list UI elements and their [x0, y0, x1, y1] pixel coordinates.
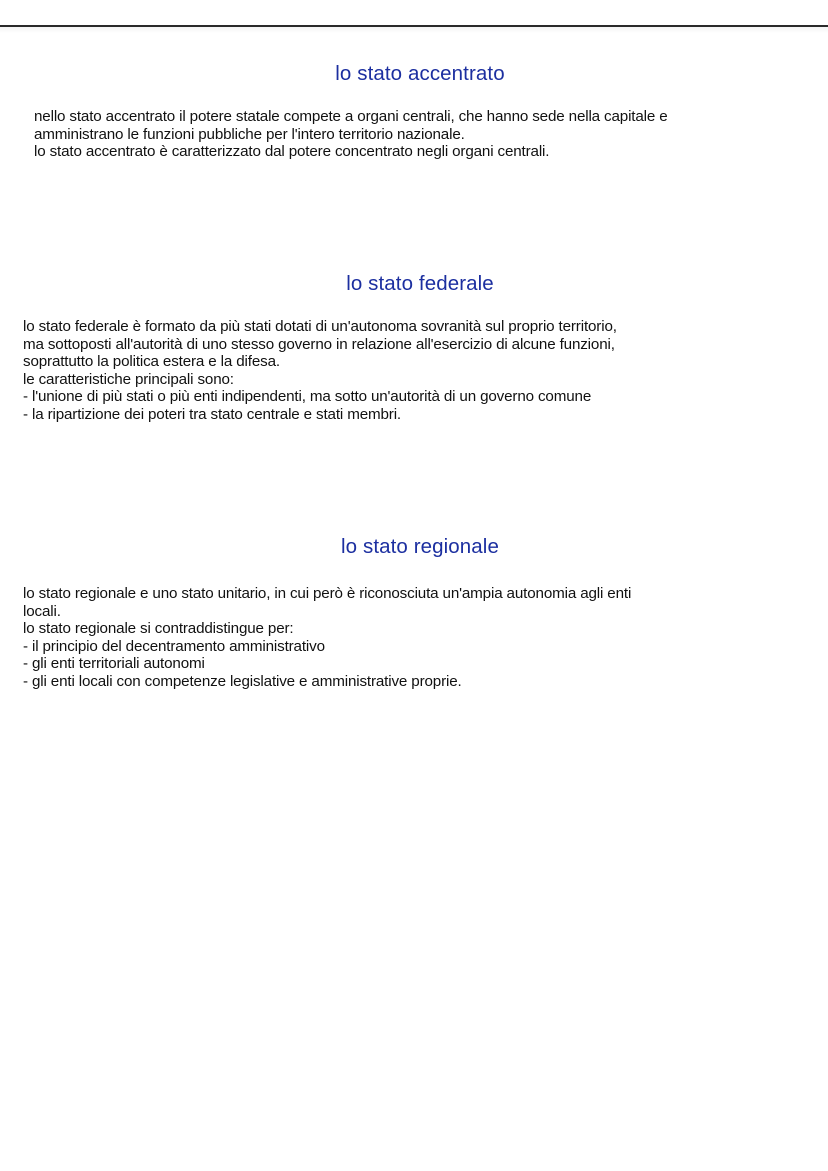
section-title: lo stato federale: [346, 272, 494, 295]
page-edge-shadow: [0, 27, 828, 33]
section-stato-federale: [0, 272, 828, 423]
section-stato-regionale: [0, 535, 828, 690]
body-line: le caratteristiche principali sono:: [23, 370, 234, 388]
body-line: lo stato federale è formato da più stati dotati di un'autonoma sovranità sul proprio territorio,: [23, 318, 617, 335]
bullet-item: - il principio del decentramento amministrativo: [23, 637, 325, 655]
body-line: amministrano le funzioni pubbliche per l'intero territorio nazionale.: [34, 125, 465, 143]
section-body: [0, 585, 828, 690]
body-line: ma sottoposti all'autorità di uno stesso governo in relazione all'esercizio di alcune funzioni,: [23, 335, 615, 353]
body-line: soprattutto la politica estera e la difesa.: [23, 353, 280, 370]
body-line: locali.: [23, 602, 61, 620]
body-line: lo stato regionale e uno stato unitario, in cui però è riconosciuta un'ampia autonomia agli enti: [23, 585, 632, 602]
bullet-item: - la ripartizione dei poteri tra stato centrale e stati membri.: [23, 405, 401, 423]
bullet-item: - l'unione di più stati o più enti indipendenti, ma sotto un'autorità di un governo comune: [23, 388, 592, 405]
section-title: lo stato accentrato: [335, 62, 505, 85]
body-line: lo stato accentrato è caratterizzato dal potere concentrato negli organi centrali.: [34, 143, 550, 160]
bullet-item: - gli enti territoriali autonomi: [23, 655, 205, 672]
section-title: lo stato regionale: [341, 535, 499, 558]
section-body: [0, 318, 828, 423]
body-line: nello stato accentrato il potere statale compete a organi centrali, che hanno sede nella capitale e: [34, 108, 668, 125]
body-line: lo stato regionale si contraddistingue per:: [23, 620, 294, 637]
bullet-item: - gli enti locali con competenze legislative e amministrative proprie.: [23, 672, 462, 690]
section-body: [0, 108, 828, 161]
section-stato-accentrato: [0, 62, 828, 161]
